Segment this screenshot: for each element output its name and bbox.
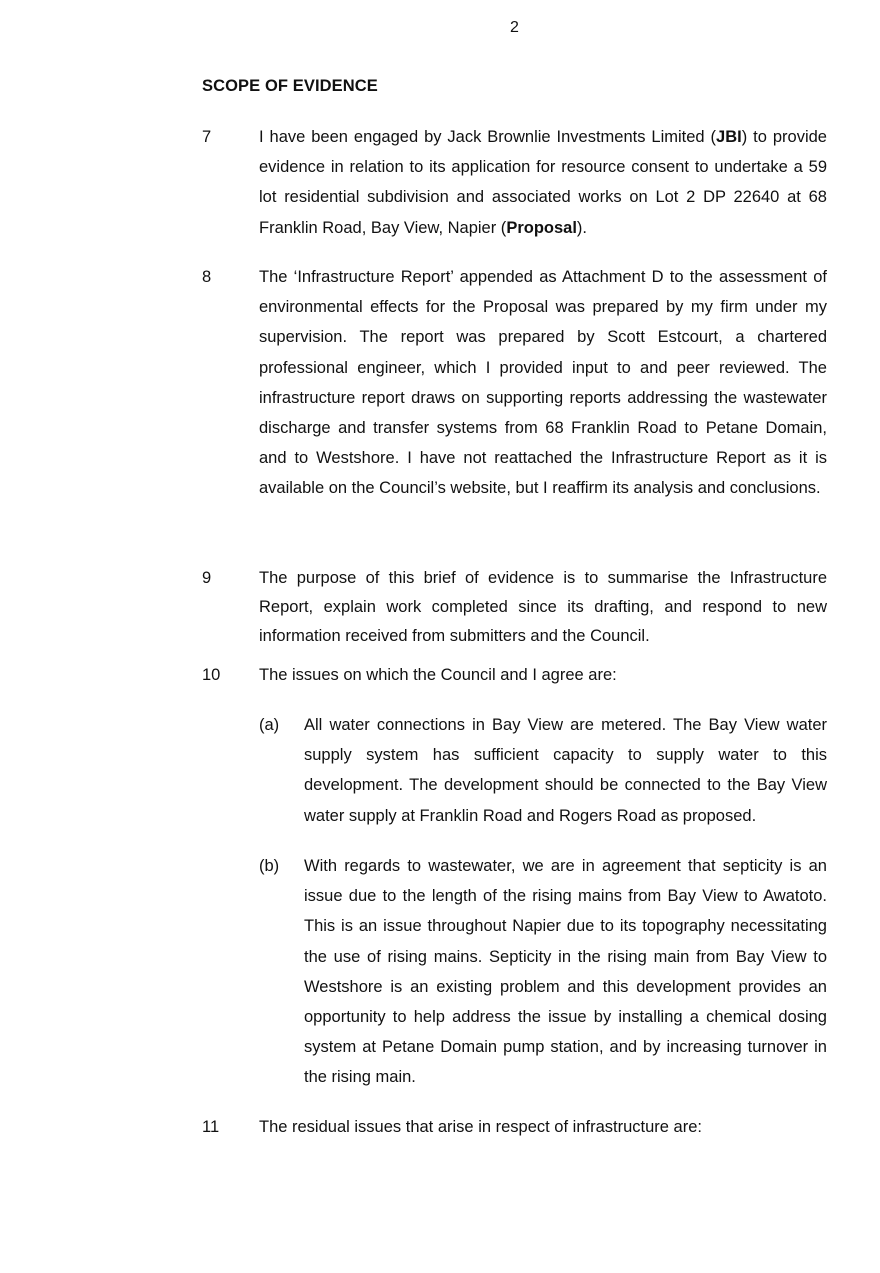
sub-item-text: With regards to wastewater, we are in agreement that septicity is an issue due to the length of the rising mains from Bay View to Awatoto. This is an issue throughout Napier due to its topography necessitating the use of rising mains. Septicity in the rising main from Bay View to Westshore is an existing problem and this development provides an opportunity to help address the issue by installing a chemical dosing system at Petane Domain pump station, and by increasing turnover in the rising main. xyxy=(304,857,827,1087)
paragraph-text: The residual issues that arise in respect of infrastructure are: xyxy=(259,1118,702,1136)
paragraph-text-part: ) to provide evidence in relation to its application for resource consent to undertake a 59 lot residential subdivision and associated works on Lot 2 DP 22640 at 68 Franklin Road, Bay View, Napier ( xyxy=(259,128,827,237)
paragraph-text: The ‘Infrastructure Report’ appended as Attachment D to the assessment of environmental effects for the Proposal was prepared by my firm under my supervision. The report was prepared by Scott Estcourt, a chartered professional engineer, which I provided input to and peer reviewed. The infrastructure report draws on supporting reports addressing the wastewater discharge and transfer systems from 68 Franklin Road to Petane Domain, and to Westshore. I have not reattached the Infrastructure Report as it is available on the Council’s website, but I reaffirm its analysis and conclusions. xyxy=(259,268,827,498)
paragraph-number: 11 xyxy=(202,1118,220,1136)
sub-item-letter: (a) xyxy=(259,716,280,734)
sub-item-text: All water connections in Bay View are metered. The Bay View water supply system has sufficient capacity to supply water to this development. The development should be connected to the Bay View water supply at Franklin Road and Rogers Road as proposed. xyxy=(304,716,827,825)
defined-term-jbi: JBI xyxy=(716,128,742,146)
paragraph-number: 10 xyxy=(202,666,221,684)
paragraph-number: 7 xyxy=(202,128,212,146)
paragraph-number: 9 xyxy=(202,569,212,587)
paragraph-text: The purpose of this brief of evidence is to summarise the Infrastructure Report, explain work completed since its drafting, and respond to new information received from submitters and the Council. xyxy=(259,569,827,645)
paragraph-text-part: I have been engaged by Jack Brownlie Investments Limited ( xyxy=(259,128,717,146)
section-heading: SCOPE OF EVIDENCE xyxy=(202,77,378,95)
paragraph-text-part: ). xyxy=(576,218,588,237)
page-number: 2 xyxy=(510,19,519,36)
sub-item-letter: (b) xyxy=(259,857,280,875)
defined-term-proposal: Proposal xyxy=(506,218,577,237)
paragraph-text: The issues on which the Council and I agree are: xyxy=(259,666,617,684)
paragraph-number: 8 xyxy=(202,268,212,286)
paragraph-text xyxy=(259,122,827,243)
